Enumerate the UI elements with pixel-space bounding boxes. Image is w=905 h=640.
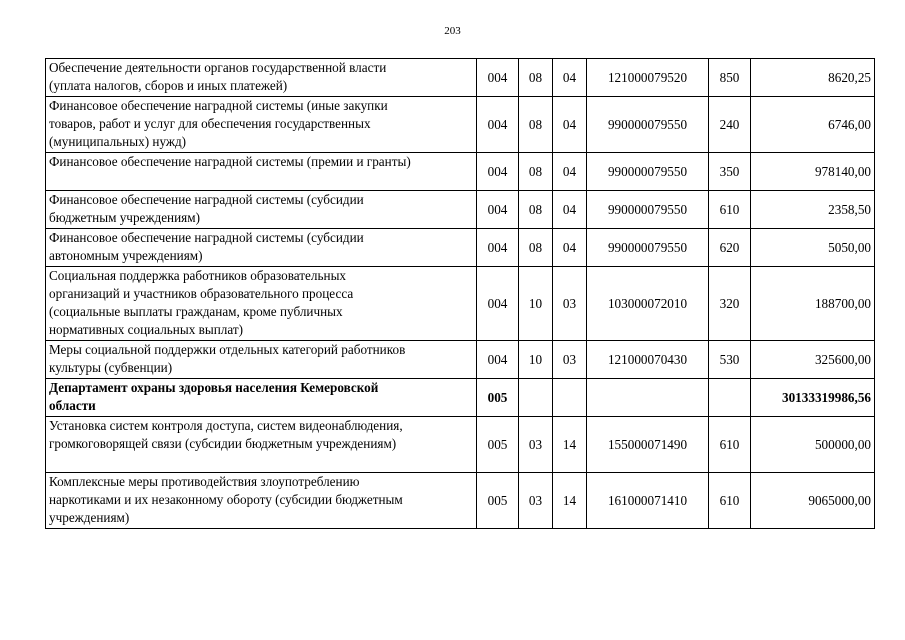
amount-cell: 188700,00 <box>751 267 875 341</box>
expense-type-cell <box>709 379 751 417</box>
section-code-cell: 08 <box>519 97 553 153</box>
amount-cell: 30133319986,56 <box>751 379 875 417</box>
table-row <box>46 229 875 267</box>
expenditure-name-line: культуры (субвенции) <box>49 360 173 375</box>
expense-type-cell: 610 <box>709 417 751 473</box>
ministry-code-cell: 004 <box>477 229 519 267</box>
expense-type-cell: 320 <box>709 267 751 341</box>
amount-cell: 8620,25 <box>751 59 875 97</box>
table-row <box>46 153 875 191</box>
section-code-cell: 08 <box>519 59 553 97</box>
expenditure-name-line: Департамент охраны здоровья населения Кемеровской <box>49 380 379 395</box>
expense-type-cell: 850 <box>709 59 751 97</box>
subsection-code-cell: 14 <box>553 473 587 529</box>
ministry-code-cell: 004 <box>477 191 519 229</box>
expenditure-name-line: товаров, работ и услуг для обеспечения государственных <box>49 116 371 131</box>
expense-type-cell: 240 <box>709 97 751 153</box>
target-article-cell: 121000070430 <box>587 341 709 379</box>
expenditure-name-line: громкоговорящей связи (субсидии бюджетным учреждениям) <box>49 436 397 451</box>
expense-type-cell: 610 <box>709 191 751 229</box>
expenditure-name <box>46 341 477 379</box>
amount-cell: 978140,00 <box>751 153 875 191</box>
section-code-cell: 08 <box>519 229 553 267</box>
subsection-code-cell: 14 <box>553 417 587 473</box>
expenditure-name-line: Меры социальной поддержки отдельных категорий работников <box>49 342 406 357</box>
expenditure-name-line: бюджетным учреждениям) <box>49 210 200 225</box>
expenditure-name-line: Комплексные меры противодействия злоупотреблению <box>49 474 360 489</box>
expenditure-name <box>46 417 477 473</box>
expenditure-name-line: Финансовое обеспечение наградной системы (иные закупки <box>49 98 388 113</box>
section-code-cell: 08 <box>519 191 553 229</box>
expenditure-name-line: Обеспечение деятельности органов государственной власти <box>49 60 387 75</box>
expense-type-cell: 620 <box>709 229 751 267</box>
target-article-cell: 990000079550 <box>587 153 709 191</box>
section-code-cell: 10 <box>519 267 553 341</box>
expenditure-name-line: Финансовое обеспечение наградной системы (субсидии <box>49 192 364 207</box>
expenditure-name <box>46 153 477 191</box>
expenditure-name <box>46 379 477 417</box>
target-article-cell <box>587 379 709 417</box>
target-article-cell: 155000071490 <box>587 417 709 473</box>
section-code-cell: 03 <box>519 417 553 473</box>
ministry-code-cell: 004 <box>477 267 519 341</box>
expenditure-name-line: (муниципальных) нужд) <box>49 134 187 149</box>
section-code-cell <box>519 379 553 417</box>
expenditure-name-line: области <box>49 398 96 413</box>
table-row <box>46 417 875 473</box>
expenditure-name <box>46 97 477 153</box>
subsection-code-cell: 04 <box>553 153 587 191</box>
expenditure-name-line: организаций и участников образовательного процесса <box>49 286 354 301</box>
target-article-cell: 990000079550 <box>587 97 709 153</box>
amount-cell: 5050,00 <box>751 229 875 267</box>
expenditure-name <box>46 59 477 97</box>
section-code-cell: 08 <box>519 153 553 191</box>
expense-type-cell: 350 <box>709 153 751 191</box>
amount-cell: 9065000,00 <box>751 473 875 529</box>
target-article-cell: 990000079550 <box>587 229 709 267</box>
expenditure-name-line: Финансовое обеспечение наградной системы (субсидии <box>49 230 364 245</box>
expenditure-name-line: (уплата налогов, сборов и иных платежей) <box>49 78 288 93</box>
table-row <box>46 191 875 229</box>
expense-type-cell: 610 <box>709 473 751 529</box>
amount-cell: 6746,00 <box>751 97 875 153</box>
section-code-cell: 10 <box>519 341 553 379</box>
ministry-code-cell: 004 <box>477 153 519 191</box>
subsection-code-cell: 04 <box>553 229 587 267</box>
subsection-code-cell: 04 <box>553 59 587 97</box>
expenditure-name-line: Установка систем контроля доступа, систем видеонаблюдения, <box>49 418 403 433</box>
budget-table <box>45 58 875 529</box>
subsection-code-cell: 04 <box>553 97 587 153</box>
target-article-cell: 103000072010 <box>587 267 709 341</box>
section-code-cell: 03 <box>519 473 553 529</box>
expenditure-name-line: (социальные выплаты гражданам, кроме публичных <box>49 304 343 319</box>
ministry-code-cell: 004 <box>477 59 519 97</box>
ministry-code-cell: 005 <box>477 379 519 417</box>
subsection-code-cell: 03 <box>553 267 587 341</box>
target-article-cell: 990000079550 <box>587 191 709 229</box>
table-row <box>46 473 875 529</box>
expenditure-name <box>46 191 477 229</box>
table-row <box>46 379 875 417</box>
expenditure-name-line: автономным учреждениям) <box>49 248 203 263</box>
target-article-cell: 161000071410 <box>587 473 709 529</box>
ministry-code-cell: 004 <box>477 97 519 153</box>
amount-cell: 325600,00 <box>751 341 875 379</box>
ministry-code-cell: 004 <box>477 341 519 379</box>
expenditure-name-line: наркотиками и их незаконному обороту (субсидии бюджетным <box>49 492 403 507</box>
table-row <box>46 341 875 379</box>
expenditure-name <box>46 267 477 341</box>
table-row <box>46 59 875 97</box>
amount-cell: 500000,00 <box>751 417 875 473</box>
table-row <box>46 97 875 153</box>
expenditure-name <box>46 473 477 529</box>
subsection-code-cell: 04 <box>553 191 587 229</box>
expenditure-name-line: нормативных социальных выплат) <box>49 322 243 337</box>
ministry-code-cell: 005 <box>477 417 519 473</box>
expense-type-cell: 530 <box>709 341 751 379</box>
ministry-code-cell: 005 <box>477 473 519 529</box>
subsection-code-cell: 03 <box>553 341 587 379</box>
target-article-cell: 121000079520 <box>587 59 709 97</box>
page-number: 203 <box>444 25 461 37</box>
expenditure-name-line: учреждениям) <box>49 510 130 525</box>
subsection-code-cell <box>553 379 587 417</box>
table-row <box>46 267 875 341</box>
amount-cell: 2358,50 <box>751 191 875 229</box>
expenditure-name <box>46 229 477 267</box>
expenditure-name-line: Социальная поддержка работников образовательных <box>49 268 347 283</box>
expenditure-name-line: Финансовое обеспечение наградной системы (премии и гранты) <box>49 154 411 169</box>
